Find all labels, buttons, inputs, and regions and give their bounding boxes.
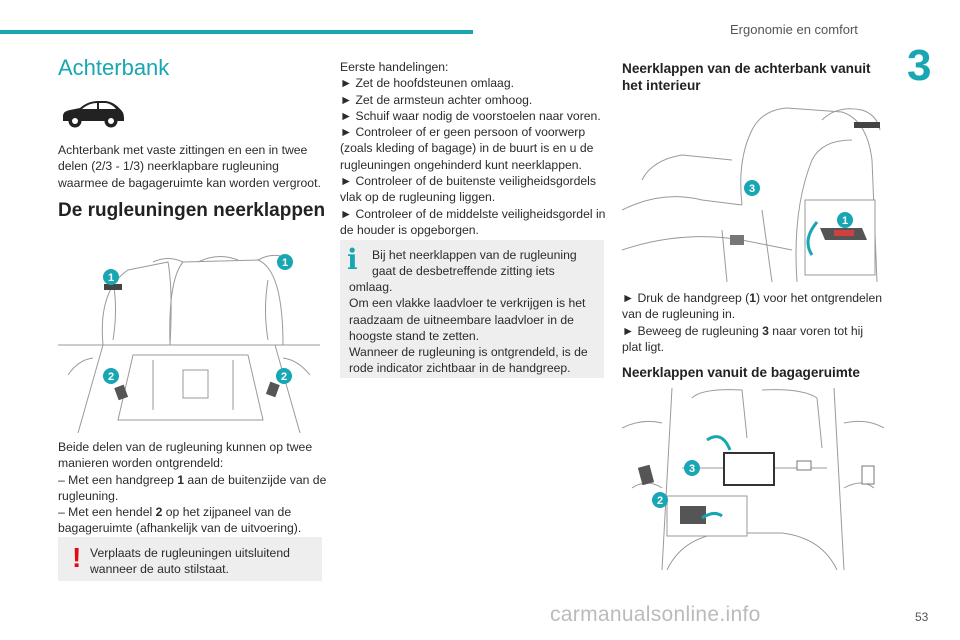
figure-badge-label: 2: [280, 371, 288, 383]
trunk-fold-illustration: [622, 388, 884, 570]
warning-box: [58, 537, 322, 581]
list-item: ► Zet de armsteun achter omhoog.: [340, 92, 533, 107]
figure-badge-label: 1: [841, 215, 849, 227]
body-intro: Beide delen van de rugleuning kunnen op twee manieren worden ontgrendeld:: [58, 440, 313, 471]
info-box: [340, 240, 604, 378]
list-item: ► Controleer of er geen persoon of voorwerp (zoals kleding of bagage) in de buurt is en u de rugleuningen ongehinderd kunt neerklappen.: [340, 125, 594, 172]
subheading-trunk: Neerklappen vanuit de bagageruimte: [622, 365, 860, 380]
figure-badge-label: 1: [107, 272, 115, 284]
warning-text: Verplaats de rugleuningen uitsluitend wanneer de auto stilstaat.: [90, 546, 290, 577]
steps-lead: Eerste handelingen:: [340, 60, 449, 74]
chapter-number: 3: [907, 41, 932, 90]
intro-text: Achterbank met vaste zittingen en een in twee delen (2/3 - 1/3) neerklapbare rugleuning waarmee de bagageruimte kan worden vergroot.: [58, 143, 321, 190]
figure-badge-label: 1: [281, 257, 289, 269]
subheading-interior: Neerklappen van de achterbank vanuit het interieur: [622, 61, 871, 93]
list-item: ► Controleer of de buitenste veiligheidsgordels vlak op de rugleuning liggen.: [340, 174, 596, 205]
unlock-methods: [58, 439, 328, 537]
figure-badge-label: 2: [107, 371, 115, 383]
watermark: carmanualsonline.info: [550, 603, 761, 626]
info-text-first: Bij het neerklappen van de rugleuning gaat de desbetreffende zitting iets: [372, 248, 577, 279]
list-item: ► Schuif waar nodig de voorstoelen naar voren.: [340, 108, 601, 123]
list-item: ► Beweeg de rugleuning 3 naar voren tot hij plat ligt.: [622, 323, 864, 354]
warning-icon: !: [72, 542, 82, 573]
list-item: ► Zet de hoofdsteunen omlaag.: [340, 76, 514, 91]
figure-badge-label: 3: [748, 183, 756, 195]
rear-seat-trunk-illustration: [58, 250, 320, 433]
info-text-rest: omlaag. Om een vlakke laadvloer te verkrijgen is het raadzaam de uitneembare laadvloer in de hoogste stand te zetten. Wanneer de rugleuning is ontgrendeld, is de rode indicator zichtbaar in de handgreep.: [349, 280, 588, 376]
list-item: ► Druk de handgreep (1) voor het ontgrendelen van de rugleuning in.: [622, 291, 883, 322]
steps-list: [340, 59, 608, 238]
header-accent-bar: [0, 30, 473, 34]
list-item: ► Controleer of de middelste veiligheidsgordel in de houder is opgeborgen.: [340, 206, 606, 237]
page-title: Achterbank: [58, 55, 170, 80]
interior-fold-illustration: [622, 100, 884, 282]
section-heading: De rugleuningen neerklappen: [58, 200, 326, 221]
figure-badge-label: 3: [688, 463, 696, 475]
section-title: Ergonomie en comfort: [730, 22, 858, 37]
method-1: – Met een handgreep 1 aan de buitenzijde van de rugleuning.: [58, 472, 327, 503]
car-icon: [60, 98, 126, 130]
method-2: – Met een hendel 2 op het zijpaneel van de bagageruimte (afhankelijk van de uitvoering).: [58, 505, 302, 536]
page-number: 53: [915, 610, 929, 624]
figure-badge-label: 2: [656, 495, 664, 507]
info-icon: i: [347, 243, 358, 276]
interior-steps: [622, 290, 884, 355]
